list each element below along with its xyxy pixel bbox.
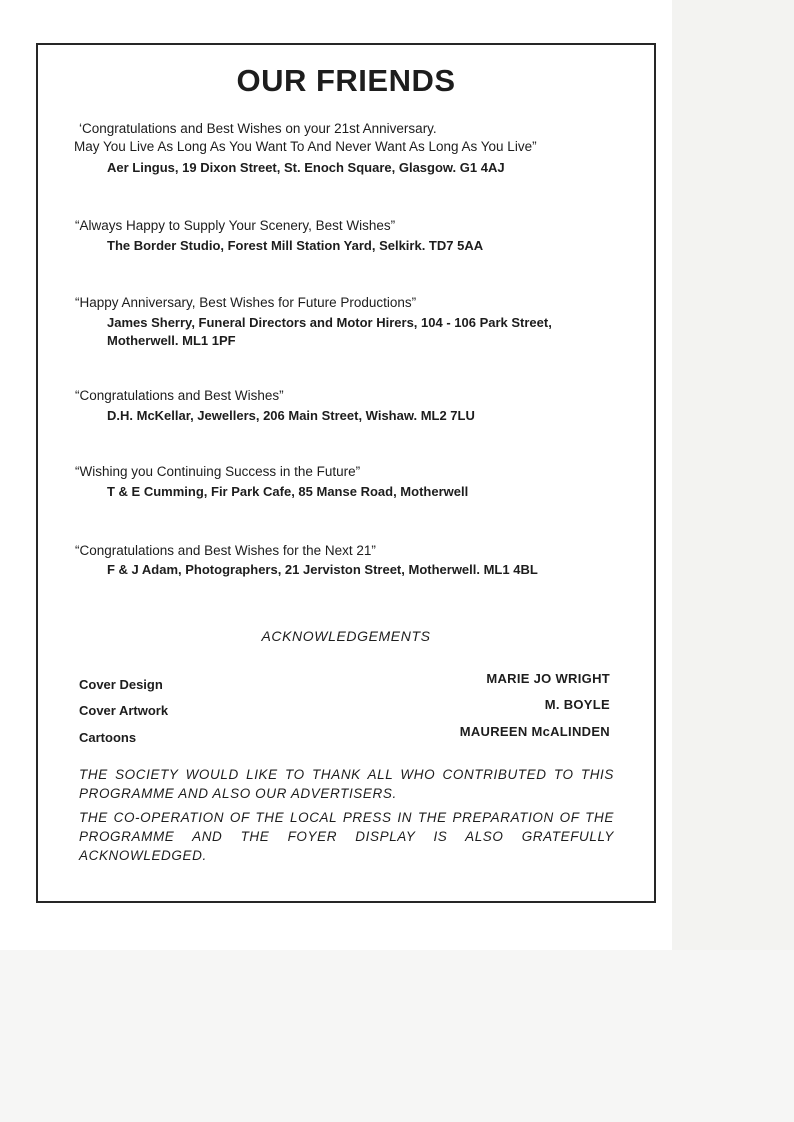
friend-message: “Congratulations and Best Wishes for the Next 21”	[75, 543, 376, 558]
friend-message: “Always Happy to Supply Your Scenery, Best Wishes”	[75, 218, 396, 233]
friend-address: T & E Cumming, Fir Park Cafe, 85 Manse Road, Motherwell	[107, 484, 469, 499]
content-frame	[36, 43, 656, 903]
credit-role: Cover Design	[79, 677, 163, 692]
friend-message: ‘Congratulations and Best Wishes on your 21st Anniversary.	[79, 121, 437, 136]
credit-role: Cover Artwork	[79, 703, 169, 718]
thanks-contributors: THE SOCIETY WOULD LIKE TO THANK ALL WHO CONTRIBUTED TO THIS PROGRAMME AND ALSO OUR ADVERTISERS.	[79, 767, 614, 801]
friend-message: “Wishing you Continuing Success in the Future”	[75, 464, 361, 479]
friend-message: “Happy Anniversary, Best Wishes for Future Productions”	[75, 295, 417, 310]
friend-address: The Border Studio, Forest Mill Station Yard, Selkirk. TD7 5AA	[107, 238, 484, 253]
friend-address: James Sherry, Funeral Directors and Motor Hirers, 104 - 106 Park Street, Motherwell. ML1 1PF	[107, 315, 552, 348]
credit-name: MARIE JO WRIGHT	[486, 671, 610, 686]
page-background	[0, 950, 794, 1122]
friend-message-continued: May You Live As Long As You Want To And Never Want As Long As You Live”	[74, 139, 537, 154]
thanks-press: THE CO-OPERATION OF THE LOCAL PRESS IN THE PREPARATION OF THE PROGRAMME AND THE FOYER DISPLAY IS ALSO GRATEFULLY ACKNOWLEDGED.	[79, 810, 614, 863]
friend-message: “Congratulations and Best Wishes”	[75, 388, 284, 403]
page-title: OUR FRIENDS	[236, 63, 456, 98]
friend-address: F & J Adam, Photographers, 21 Jerviston Street, Motherwell. ML1 4BL	[107, 562, 538, 577]
credit-name: M. BOYLE	[544, 697, 610, 712]
credit-name: MAUREEN McALINDEN	[459, 724, 610, 739]
acknowledgements-heading: ACKNOWLEDGEMENTS	[261, 628, 431, 644]
friend-address: D.H. McKellar, Jewellers, 206 Main Street, Wishaw. ML2 7LU	[107, 408, 475, 423]
credit-role: Cartoons	[79, 730, 137, 745]
friend-address: Aer Lingus, 19 Dixon Street, St. Enoch Square, Glasgow. G1 4AJ	[107, 160, 505, 175]
